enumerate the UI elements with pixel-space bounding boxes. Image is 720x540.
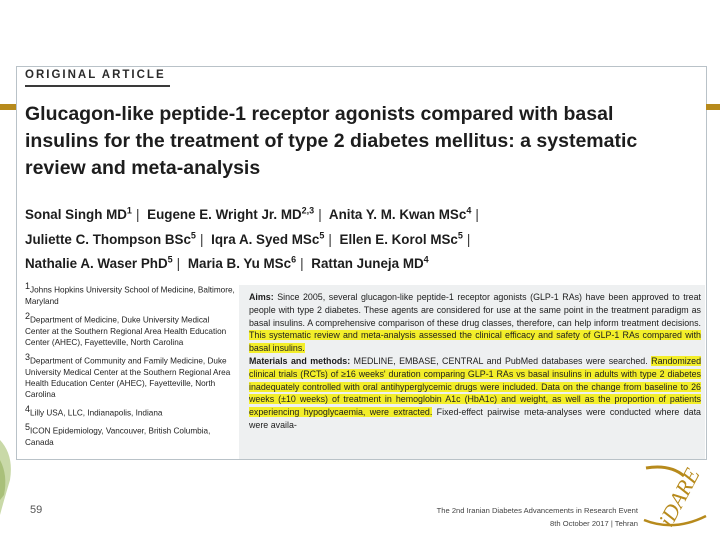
slide-number: 59 (30, 504, 43, 516)
author: Maria B. Yu MSc$^6$ (187, 254, 297, 272)
footer-date: 8th October 2017 | Tehran (550, 519, 638, 528)
author-separator: | (475, 207, 479, 223)
author: Rattan Juneja $MD^4$ (311, 254, 429, 272)
author-separator: | (328, 231, 332, 247)
author: Anita Y. M. Kwan MSc$^4$ (328, 206, 472, 223)
highlighted-text: This systematic review and meta-analysis assessed the clinical efficacy and safety of GLP-1 RAs compared with basal insulins. (249, 330, 701, 354)
affiliations (25, 281, 235, 452)
affiliation: $^3$Department of Community and Family Medicine, Duke University Medical Center at the Southern Regional Area Health Education Center (AHEC), Fayetteville, North Carolina (25, 351, 231, 400)
affiliation: $^2$Department of Medicine, Duke University Medical Center at the Southern Regional Area Health Education Center (AHEC), Fayetteville, North Carolina (25, 310, 227, 348)
affiliation: $^1$Johns Hopkins University School of Medicine, Baltimore, Maryland (25, 281, 235, 307)
article-screenshot (16, 66, 707, 460)
section-rule (25, 85, 170, 87)
author-separator: | (135, 207, 140, 223)
author-separator: | (300, 256, 304, 272)
abstract-box (239, 285, 705, 460)
slide-footer (400, 504, 638, 530)
author-separator: | (466, 231, 471, 247)
article-title: Glucagon-like peptide-1 receptor agonists compared with basal insulins for the treatment of type 2 diabetes mellitus: a systematic review and meta-analysis (25, 103, 638, 179)
affiliation: $^5$ICON Epidemiology, Vancouver, British Columbia, Canada (25, 422, 211, 448)
section-label: ORIGINAL ARTICLE (25, 69, 166, 81)
idare-logo-icon (640, 462, 714, 534)
highlighted-text: Randomized clinical trials (RCTs) of ≥16 weeks' duration comparing GLP-1 RAs vs basal insulins in adults with type 2 diabetes inadequately controlled with oral antihyperglycemic drugs were included. Data on the change from baseline to 26 weeks (±10 weeks) of treatment in hemoglobin A1c (HbA1c) and weight, as well as the proportion of patients experiencing hypoglycaemia, were extracted. (249, 355, 701, 418)
author-separator: | (199, 231, 204, 247)
footer-event: The 2nd Iranian Diabetes Advancements in Research Event (436, 506, 638, 515)
affiliation: $^4$Lilly USA, LLC, Indianapolis, Indiana (25, 403, 163, 418)
abstract-text: Aims: Since 2005, several glucagon-like peptide-1 receptor agonists (GLP-1 RAs) have been approved to treat people with type 2 diabetes. These agents are considered for use at the same point in the treatment paradigm as basal insulins. A comprehensive comparison of these drug classes, therefore, can help inform treatment decisions. This systematic review and meta-analysis assessed the clinical efficacy and safety of GLP-1 RAs compared with basal insulins. Materials and methods: MEDLINE, EMBASE, CENTRAL and PubMed databases were searched. Randomized clinical trials (RCTs) of ≥16 weeks' duration comparing GLP-1 RAs vs basal insulins in adults with type 2 diabetes inadequately controlled with oral antihyperglycemic drugs were included. Data on the change from baseline to 26 weeks (±10 weeks) of treatment in hemoglobin A1c (HbA1c) and weight, as well as the proportion of patients experiencing hypoglycaemia, were extracted. Fixed-effect pairwise meta-analyses were conducted where data were availa- (249, 292, 701, 430)
author: Eugene E. Wright Jr. MD$^{2,3}$ (147, 206, 315, 223)
author: Juliette C. Thompson BSc$^5$ (25, 230, 196, 247)
author: Nathalie A. Waser PhD$^5$ (25, 254, 173, 272)
author-separator: | (318, 207, 322, 223)
accent-bar-right (706, 104, 720, 110)
leaf-decoration-icon (0, 420, 20, 520)
author: Ellen E. Korol MSc$^5$ (339, 230, 463, 247)
author: Iqra A. Syed MSc$^5$ (211, 230, 325, 247)
accent-bar-left (0, 104, 16, 110)
author: Sonal Singh $MD^1$ (25, 206, 132, 223)
logo-lettering: iDARE (653, 463, 705, 531)
author-separator: | (176, 256, 181, 272)
author-list (25, 201, 700, 274)
